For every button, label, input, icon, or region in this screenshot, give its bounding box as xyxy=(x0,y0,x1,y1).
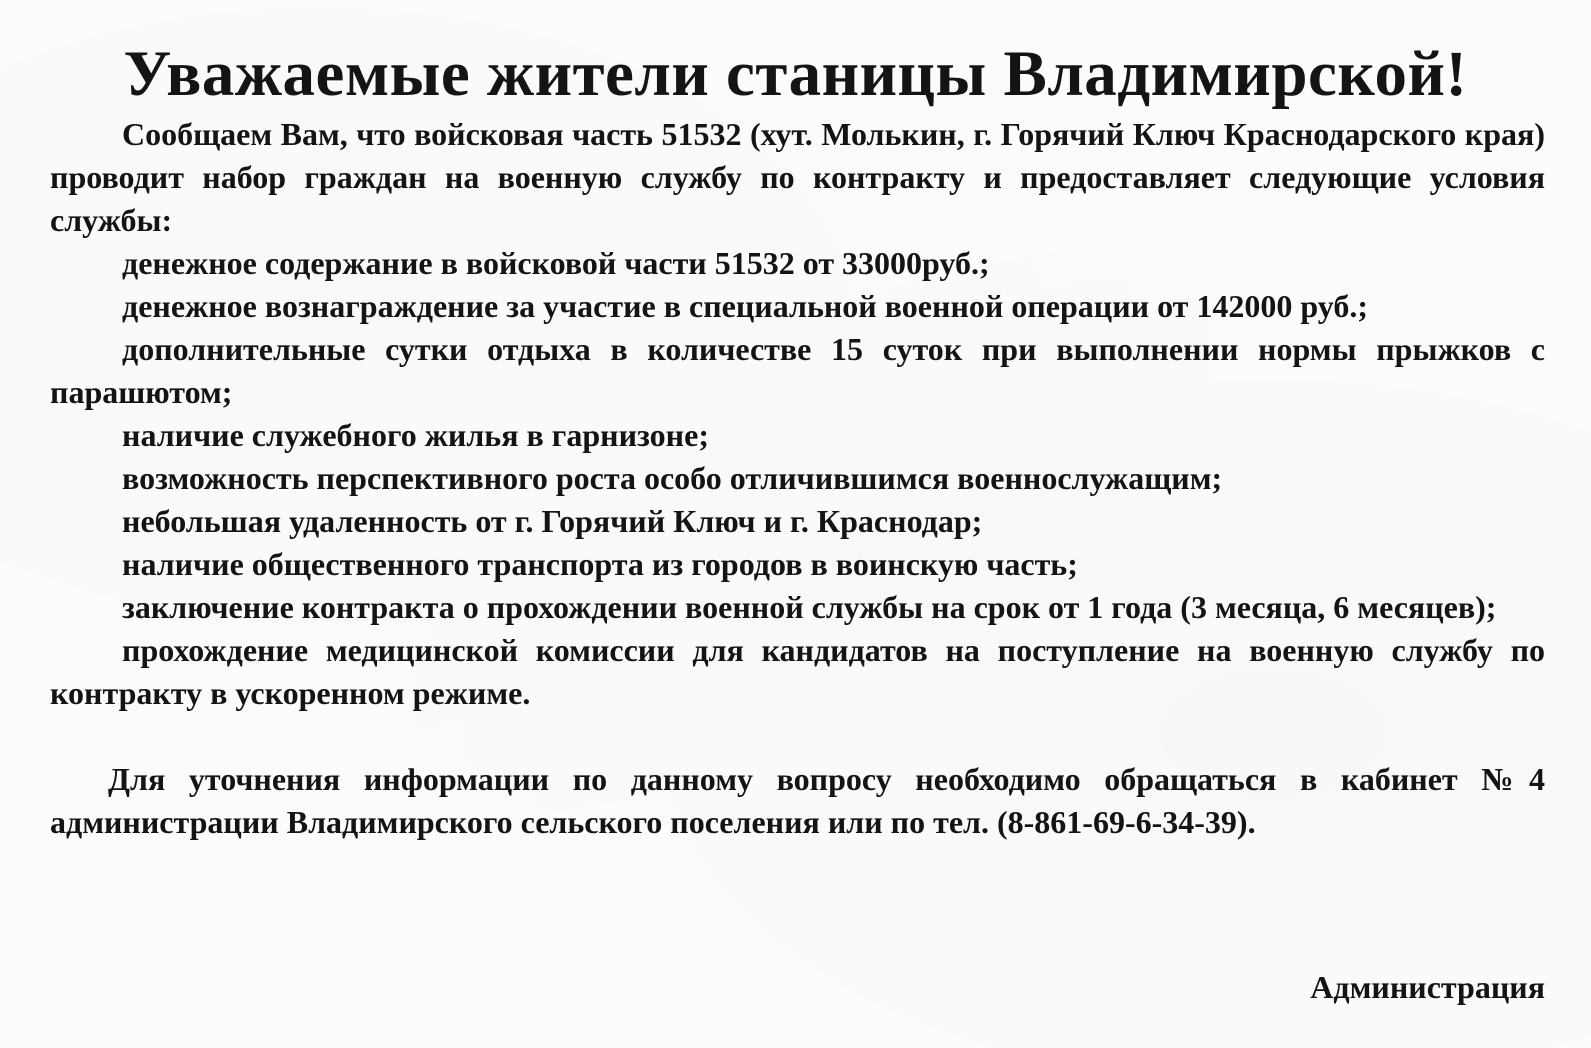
notice-body xyxy=(50,113,1545,844)
condition-location: небольшая удаленность от г. Горячий Ключ и г. Краснодар; xyxy=(122,503,983,539)
condition-transport: наличие общественного транспорта из городов в воинскую часть; xyxy=(122,546,1078,582)
condition-career-growth: возможность перспективного роста особо отличившимся военнослужащим; xyxy=(122,460,1223,496)
contact-paragraph: Для уточнения информации по данному вопросу необходимо обращаться в кабинет №4 администрации Владимирского сельского поселения или по тел. (8-861-69-6-34-39). xyxy=(50,761,1545,840)
signature: Администрация xyxy=(1310,969,1545,1005)
condition-contract-term: заключение контракта о прохождении военной службы на срок от 1 года (3 месяца, 6 месяцев); xyxy=(122,589,1497,625)
condition-salary: денежное содержание в войсковой части 51532 от 33000руб.; xyxy=(122,245,990,281)
condition-medical-commission: прохождение медицинской комиссии для кандидатов на поступление на военную службу по контракту в ускоренном режиме. xyxy=(50,632,1545,711)
intro-paragraph: Сообщаем Вам, что войсковая часть 51532 (хут. Молькин, г. Горячий Ключ Краснодарского края) проводит набор граждан на военную службу по контракту и предоставляет следующие условия службы: xyxy=(50,116,1545,238)
condition-operation-reward: денежное вознаграждение за участие в специальной военной операции от 142000 руб.; xyxy=(122,288,1368,324)
condition-rest-days: дополнительные сутки отдыха в количестве 15 суток при выполнении нормы прыжков с парашютом; xyxy=(50,331,1545,410)
notice-title: Уважаемые жители станицы Владимирской! xyxy=(123,38,1468,110)
paragraph-spacer xyxy=(50,715,1545,758)
condition-housing: наличие служебного жилья в гарнизоне; xyxy=(122,417,709,453)
